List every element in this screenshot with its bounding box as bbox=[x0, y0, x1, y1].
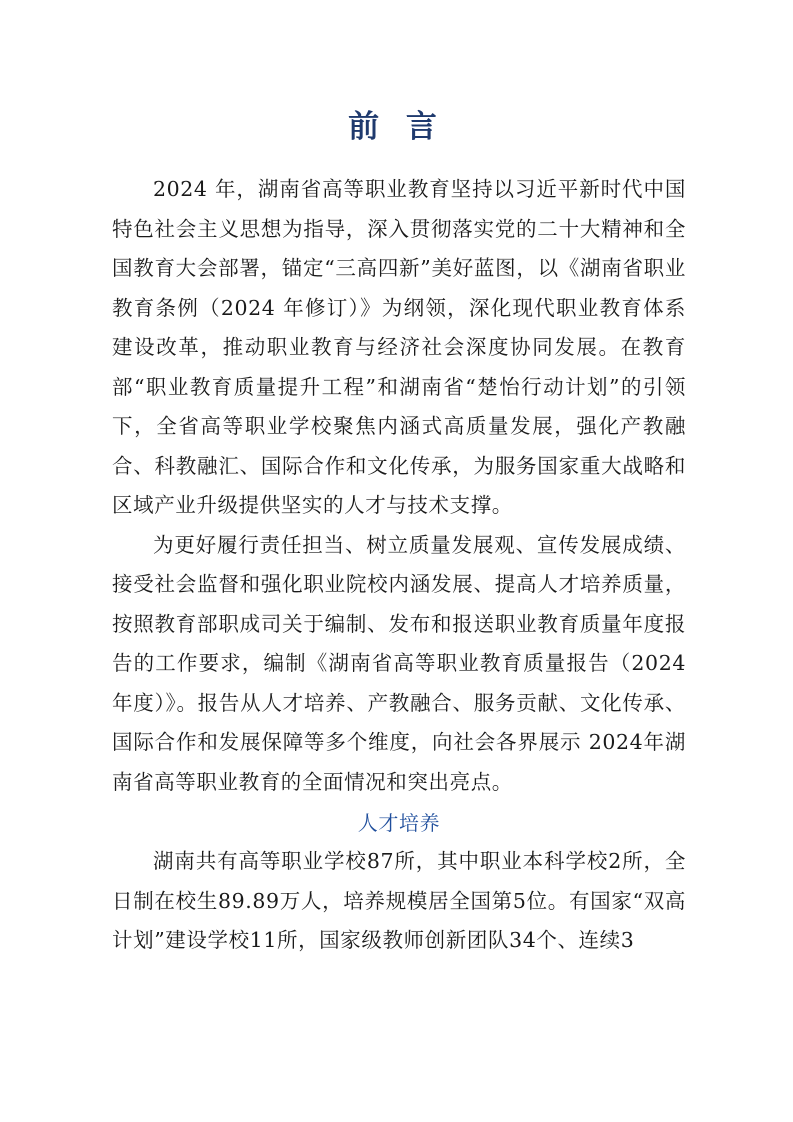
intro-paragraph-2: 为更好履行责任担当、树立质量发展观、宣传发展成绩、接受社会监督和强化职业院校内涵发展、提高人才培养质量，按照教育部职成司关于编制、发布和报送职业教育质量年度报告的工作要求，编制《湖南省高等职业教育质量报告（2024年度）》。报告从人才培养、产教融合、服务贡献、文化传承、国际合作和发展保障等多个维度，向社会各界展示 2024年湖南省高等职业教育的全面情况和突出亮点。 bbox=[112, 532, 686, 794]
page-title: 前 言 bbox=[348, 109, 445, 145]
document-body bbox=[112, 170, 686, 961]
intro-paragraph-1: 2024 年，湖南省高等职业教育坚持以习近平新时代中国特色社会主义思想为指导，深入贯彻落实党的二十大精神和全国教育大会部署，锚定“三高四新”美好蓝图，以《湖南省职业教育条例（2024 年修订）》为纲领，深化现代职业教育体系建设改革，推动职业教育与经济社会深度协同发展。在教育部“职业教育质量提升工程”和湖南省“楚怡行动计划”的引领下，全省高等职业学校聚焦内涵式高质量发展，强化产教融合、科教融汇、国际合作和文化传承，为服务国家重大战略和区域产业升级提供坚实的人才与技术支撑。 bbox=[112, 177, 686, 517]
section-heading: 人才培养 bbox=[357, 811, 441, 835]
section-paragraph: 湖南共有高等职业学校87所，其中职业本科学校2所，全日制在校生89.89万人，培养规模居全国第5位。有国家“双高计划”建设学校11所，国家级教师创新团队34个、连续3 bbox=[112, 849, 686, 952]
